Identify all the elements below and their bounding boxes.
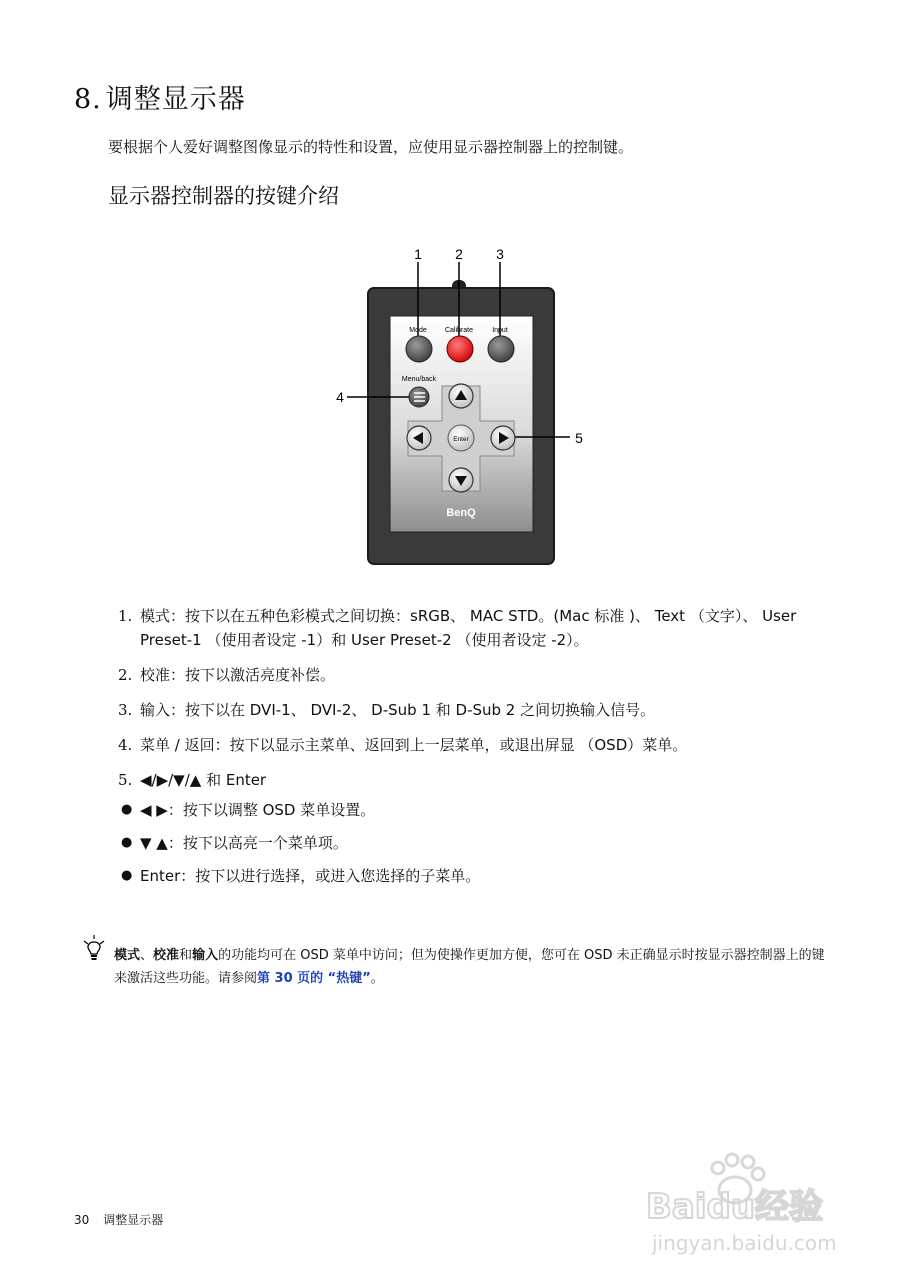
- subsection-title: 显示器控制器的按键介绍: [108, 184, 339, 208]
- enter-label: Enter: [453, 436, 469, 443]
- footer-label: 调整显示器: [103, 1213, 164, 1227]
- watermark-url: jingyan.baidu.com: [652, 1231, 837, 1255]
- item-text: 模式：按下以在五种色彩模式之间切换：sRGB、 MAC STD。(Mac 标准 )、 Text （文字）、 User Preset-1 （使用者设定 -1）和 User Preset-2 （使用者设定 -2）。: [140, 607, 797, 649]
- menu-label: Menu/back: [401, 376, 437, 383]
- baidu-watermark: [640, 1150, 860, 1260]
- list-item: [118, 698, 818, 722]
- list-item: [118, 604, 818, 652]
- page-title: [74, 80, 246, 120]
- bullet-item: [118, 864, 818, 888]
- callout-5: 5: [575, 430, 583, 446]
- input-button[interactable]: [488, 336, 514, 362]
- callout-4: 4: [336, 389, 344, 405]
- item-number: 5.: [118, 771, 133, 789]
- bullet-text: ▼ ▲：按下以高亮一个菜单项。: [140, 834, 348, 852]
- bullet-dot-icon: ●: [121, 868, 133, 883]
- tip-text: 。: [370, 971, 384, 986]
- list-item: [118, 733, 818, 757]
- instruction-list: [118, 604, 818, 897]
- page-number: 30: [74, 1213, 90, 1227]
- input-label: Input: [492, 327, 508, 334]
- tip-text: 的功能均可在 OSD 菜单中访问；但为使操作更加方便，您可在 OSD 未正确显示时按显示器控制器上的键来激活这些功能。请参阅: [114, 948, 825, 986]
- tip-text: 、: [140, 948, 154, 963]
- item-number: 4.: [118, 736, 133, 754]
- calibrate-button[interactable]: [447, 336, 473, 362]
- bullet-text: ◀ ▶：按下以调整 OSD 菜单设置。: [140, 801, 376, 819]
- watermark-brand: Baidu经验: [646, 1187, 824, 1227]
- list-item: [118, 768, 818, 792]
- bullet-dot-icon: ●: [121, 835, 133, 850]
- bullet-item: [118, 831, 818, 855]
- item-text: 菜单 / 返回：按下以显示主菜单、返回到上一层菜单，或退出屏显 （OSD）菜单。: [140, 736, 688, 754]
- callout-2: 2: [455, 246, 463, 262]
- tip-note: [114, 944, 826, 990]
- page-footer: [74, 1211, 163, 1228]
- hotkey-link[interactable]: 第 30 页的 “热键”: [257, 971, 371, 986]
- bullet-dot-icon: ●: [121, 802, 133, 817]
- mode-label: Mode: [409, 327, 427, 334]
- item-number: 1.: [118, 607, 133, 625]
- callout-1: 1: [414, 246, 422, 262]
- mode-button[interactable]: [406, 336, 432, 362]
- bullet-text: Enter：按下以进行选择，或进入您选择的子菜单。: [140, 867, 481, 885]
- controller-diagram: [330, 240, 600, 570]
- lightbulb-icon: [82, 935, 106, 965]
- tip-bold-input: 输入: [192, 948, 219, 963]
- brand-logo: BenQ: [446, 507, 476, 519]
- bullet-item: [118, 798, 818, 822]
- tip-bold-mode: 模式: [114, 948, 141, 963]
- tip-text: 和: [179, 948, 193, 963]
- item-text: 校准：按下以激活亮度补偿。: [140, 666, 336, 684]
- tip-bold-calibrate: 校准: [153, 948, 180, 963]
- item-number: 2.: [118, 666, 133, 684]
- callout-3: 3: [496, 246, 504, 262]
- intro-paragraph: 要根据个人爱好调整图像显示的特性和设置，应使用显示器控制器上的控制键。: [108, 138, 634, 156]
- item-text: 输入：按下以在 DVI-1、 DVI-2、 D-Sub 1 和 D-Sub 2 之间切换输入信号。: [140, 701, 656, 719]
- section-title: 调整显示器: [105, 84, 246, 115]
- item-text: ◀/▶/▼/▲ 和 Enter: [140, 771, 267, 789]
- item-number: 3.: [118, 701, 133, 719]
- section-number: 8.: [74, 84, 102, 115]
- calibrate-label: Calibrate: [444, 327, 474, 334]
- list-item: [118, 663, 818, 687]
